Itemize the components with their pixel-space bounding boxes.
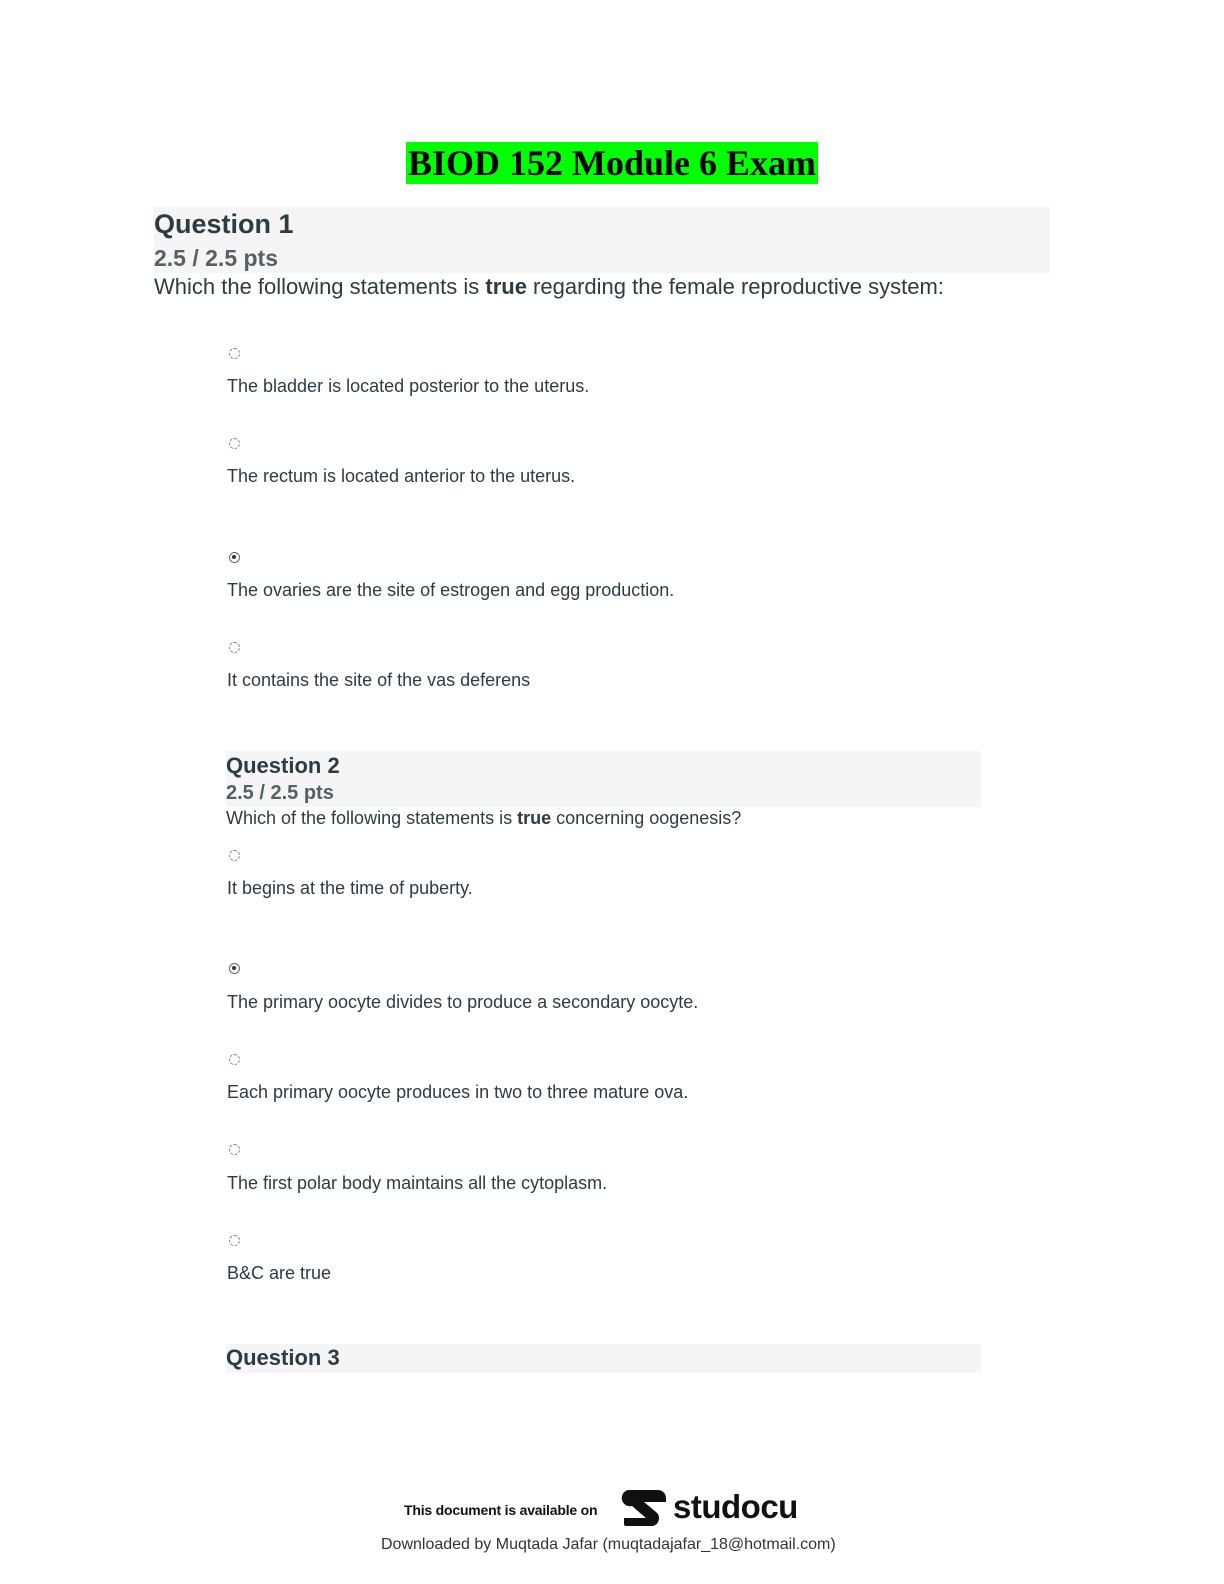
q1-answer-3-label: The ovaries are the site of estrogen and egg production. xyxy=(227,580,675,600)
q1-answer-3-radio-selected[interactable] xyxy=(229,552,240,563)
q1-answer-2-label: The rectum is located anterior to the uterus. xyxy=(227,466,576,486)
q2-answer-3-label: Each primary oocyte produces in two to three mature ova. xyxy=(227,1082,689,1102)
footer-downloaded-by: Downloaded by Muqtada Jafar (muqtadajafar_18@hotmail.com) xyxy=(381,1536,836,1553)
question-2-text-start: Which of the following statements is xyxy=(226,808,518,828)
question-1-text-emphasis: true xyxy=(485,274,527,299)
question-2-header xyxy=(226,751,981,807)
q2-answer-4-radio[interactable] xyxy=(229,1144,240,1155)
q2-answer-4-label: The first polar body maintains all the cytoplasm. xyxy=(227,1173,608,1193)
studocu-logo-icon[interactable] xyxy=(620,1486,670,1532)
question-2-title: Question 2 xyxy=(226,753,340,778)
question-3-title: Question 3 xyxy=(226,1345,340,1370)
question-1-header xyxy=(154,207,1050,273)
q2-answer-1-radio[interactable] xyxy=(229,850,240,861)
question-2-text-end: concerning oogenesis? xyxy=(551,808,742,828)
question-3-header xyxy=(226,1344,981,1373)
document-title: BIOD 152 Module 6 Exam xyxy=(407,143,817,183)
question-1-title: Question 1 xyxy=(154,209,294,239)
question-1-text-start: Which the following statements is xyxy=(154,274,486,299)
q1-answer-2-radio[interactable] xyxy=(229,438,240,449)
q1-answer-1-radio[interactable] xyxy=(229,348,240,359)
q2-answer-5-label: B&C are true xyxy=(227,1263,332,1283)
question-1-text-end: regarding the female reproductive system: xyxy=(526,274,944,299)
q1-answer-4-label: It contains the site of the vas deferens xyxy=(227,670,531,690)
q1-answer-4-radio[interactable] xyxy=(229,642,240,653)
studocu-brand[interactable]: studocu xyxy=(673,1488,798,1525)
question-2-text-emphasis: true xyxy=(517,808,552,828)
q2-answer-3-radio[interactable] xyxy=(229,1054,240,1065)
question-2-text xyxy=(226,806,741,830)
q2-answer-2-radio-selected[interactable] xyxy=(229,963,240,974)
q2-answer-1-label: It begins at the time of puberty. xyxy=(227,878,473,898)
question-1-points: 2.5 / 2.5 pts xyxy=(154,245,279,271)
q2-answer-2-label: The primary oocyte divides to produce a secondary oocyte. xyxy=(227,992,699,1012)
q2-answer-5-radio[interactable] xyxy=(229,1235,240,1246)
question-2-points: 2.5 / 2.5 pts xyxy=(226,782,334,804)
footer-available-text: This document is available on xyxy=(404,1502,598,1518)
document-title-container xyxy=(0,142,1224,184)
question-1-text xyxy=(154,273,944,301)
q1-answer-1-label: The bladder is located posterior to the uterus. xyxy=(227,376,590,396)
